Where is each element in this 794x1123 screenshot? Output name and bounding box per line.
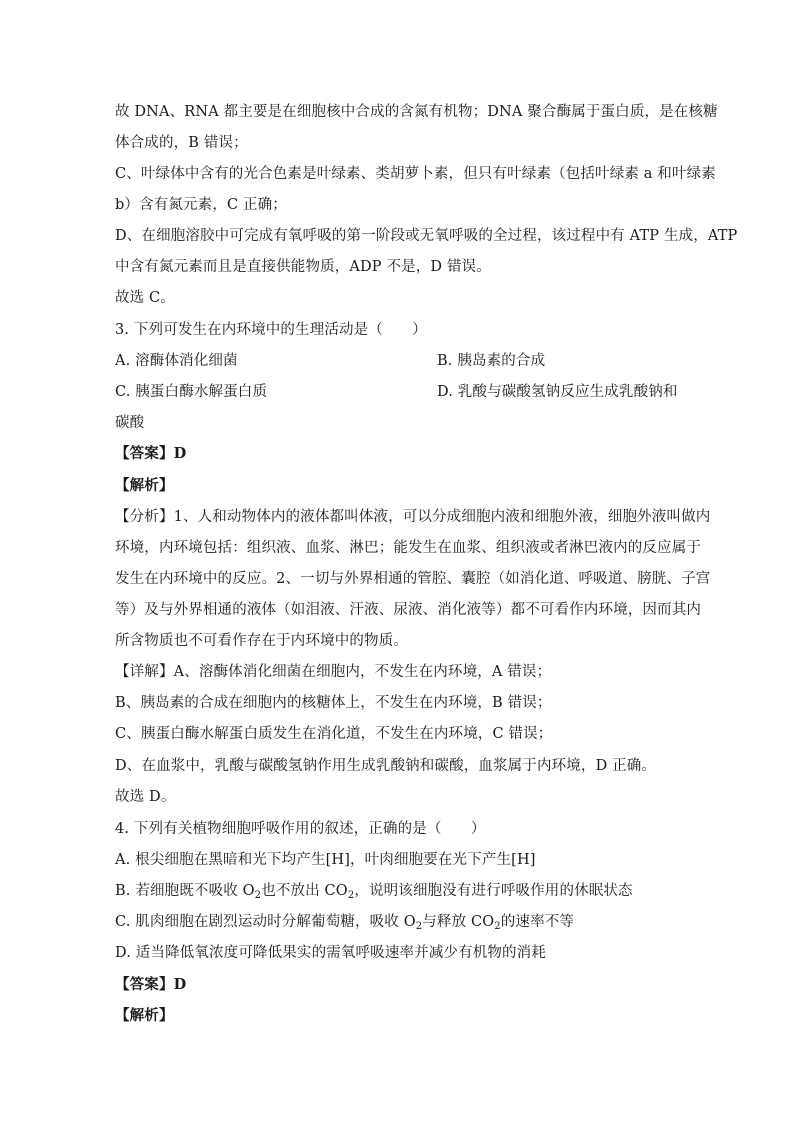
text-line: D、在细胞溶胶中可完成有氧呼吸的第一阶段或无氧呼吸的全过程，该过程中有 ATP 生成，ATP (115, 228, 738, 244)
q3-option-b: B. 胰岛素的合成 (437, 353, 546, 369)
text-line: 中含有氮元素而且是直接供能物质，ADP 不是，D 错误。 (115, 259, 491, 275)
q3-detail-line: D、在血浆中，乳酸与碳酸氢钠作用生成乳酸钠和碳酸，血浆属于内环境，D 正确。 (115, 758, 657, 774)
q3-answer: 【答案】D (115, 445, 187, 462)
q3-option-a: A. 溶酶体消化细菌 (115, 353, 238, 369)
text-line: 故 DNA、RNA 都主要是在细胞核中合成的含氮有机物；DNA 聚合酶属于蛋白质，是在核糖 (115, 104, 718, 120)
q4-analysis-heading: 【解析】 (115, 1007, 174, 1024)
subscript-2: 2 (415, 921, 423, 932)
q3-analysis-line: 发生在内环境中的反应。2、一切与外界相通的管腔、囊腔（如消化道、呼吸道、膀胱、子宫 (115, 571, 711, 587)
q3-analysis-heading: 【解析】 (115, 477, 174, 494)
text-line: C、叶绿体中含有的光合色素是叶绿素、类胡萝卜素，但只有叶绿素（包括叶绿素 a 和叶绿素 (115, 166, 716, 182)
subscript-2: 2 (347, 890, 355, 901)
q4-option-b: B. 若细胞既不吸收 $O_2$也不放出 $CO_2$，说明该细胞没有进行呼吸作用的休眠状态 (115, 883, 633, 901)
text-line: 故选 C。 (115, 290, 175, 306)
q4-option-c: C. 肌肉细胞在剧烈运动时分解葡萄糖，吸收 $O_2$与释放 $CO_2$的速率不等 (115, 914, 575, 932)
q4-option-d: D. 适当降低氧浓度可降低果实的需氧呼吸速率并减少有机物的消耗 (115, 945, 546, 961)
q3-detail-line: B、胰岛素的合成在细胞内的核糖体上，不发生在内环境，B 错误； (115, 695, 552, 711)
text-line: 体合成的，B 错误； (115, 135, 248, 151)
subscript-2: 2 (494, 921, 501, 932)
q4-answer: 【答案】D (115, 976, 187, 993)
q4-option-a: A. 根尖细胞在黑暗和光下均产生[H]，叶肉细胞要在光下产生[H] (115, 852, 536, 868)
q3-analysis-line: 等）及与外界相通的液体（如泪液、汗液、尿液、消化液等）都不可看作内环境，因而其内 (115, 602, 701, 618)
q3-option-d: D. 乳酸与碳酸氢钠反应生成乳酸钠和 (437, 384, 678, 400)
question-3-stem: 3. 下列可发生在内环境中的生理活动是（ ） (115, 322, 427, 338)
q3-option-d-continued: 碳酸 (115, 415, 145, 431)
question-4-stem: 4. 下列有关植物细胞呼吸作用的叙述，正确的是（ ） (115, 821, 486, 837)
q3-detail-line: C、胰蛋白酶水解蛋白质发生在消化道，不发生在内环境，C 错误； (115, 726, 553, 742)
subscript-2: 2 (254, 890, 262, 901)
q3-analysis-line: 环境，内环境包括：组织液、血浆、淋巴；能发生在血浆、组织液或者淋巴液内的反应属于 (115, 540, 701, 556)
text-line: b）含有氮元素，C 正确； (115, 197, 287, 213)
q3-detail-line: 【详解】A、溶酶体消化细菌在细胞内，不发生在内环境，A 错误； (115, 664, 552, 680)
q3-detail-line: 故选 D。 (115, 789, 176, 805)
q3-option-c: C. 胰蛋白酶水解蛋白质 (115, 384, 268, 400)
q3-analysis-line: 所含物质也不可看作存在于内环境中的物质。 (115, 633, 408, 649)
q3-analysis-line: 【分析】1、人和动物体内的液体都叫体液，可以分成细胞内液和细胞外液，细胞外液叫做内 (115, 509, 711, 525)
